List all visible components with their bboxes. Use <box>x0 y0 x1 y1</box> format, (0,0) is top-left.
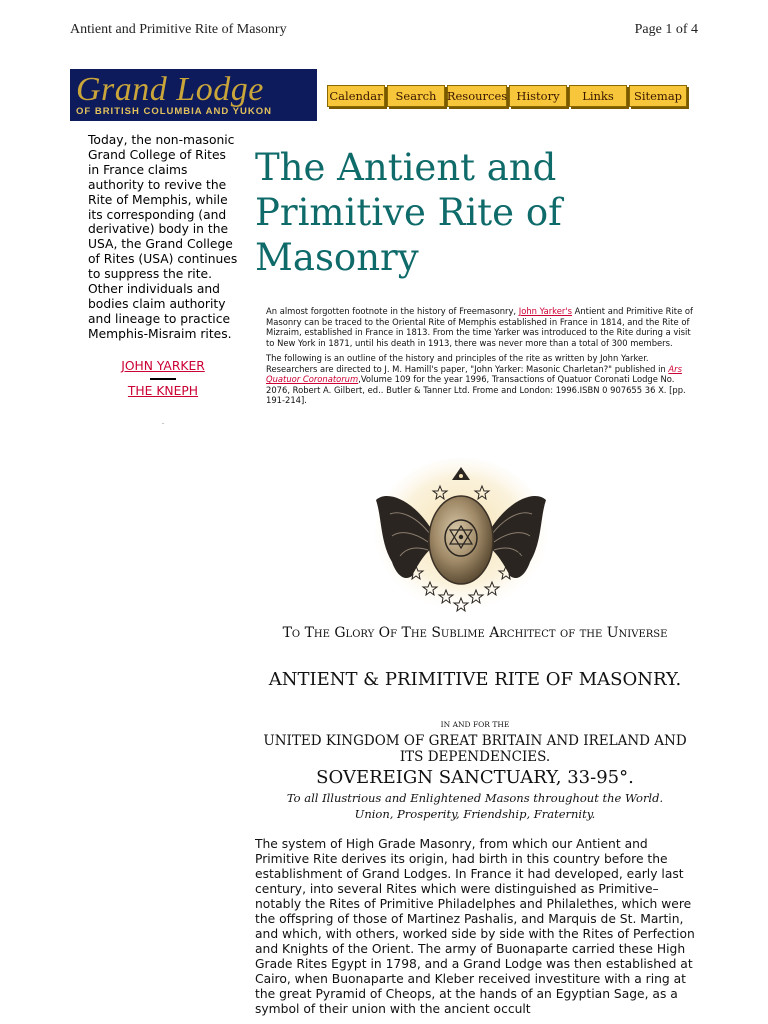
nav-sitemap-button[interactable]: Sitemap <box>629 85 687 107</box>
intro-paragraph-1 <box>266 306 694 348</box>
winged-egg-emblem <box>372 458 550 614</box>
intro-paragraph-2 <box>266 353 694 406</box>
logo-main-text: Grand Lodge <box>76 71 264 108</box>
intro2-text-b: ,Volume 109 for the year 1996, Transactions of Quatuor Coronati Lodge No. 2076, Robert A. Gilbert, ed.. Butler & Tanner Ltd. Frome and London: 1996.ISBN 0 907655 36 X. [pp. 191-214]. <box>266 374 686 405</box>
nav-bar <box>327 85 687 107</box>
body-paragraph: The system of High Grade Masonry, from which our Antient and Primitive Rite derives its origin, had birth in this country before the establishment of Grand Lodges. In France it had developed, early last century, into several Rites which were distinguished as Primitive–notably the Rites of Primitive Philadelphes and Philalethes, which were the offspring of those of Martinez Pashalis, and Marquis de St. Martin, and which, with others, worked side by side with the Rites of Perfection and Knights of the Orient. The army of Buonaparte carried these High Grade Rites Egypt in 1798, and a Grand Lodge was then established at Cairo, when Buonaparte and Kleber received investiture with a ring at the great Pyramid of Cheops, at the hands of an Egyptian Sage, as a symbol of their union with the ancient occult <box>255 837 695 1016</box>
nav-resources-button[interactable]: Resources <box>447 85 507 107</box>
intro1-text-a: An almost forgotten footnote in the history of Freemasonry, <box>266 306 519 316</box>
intro-text <box>266 306 694 411</box>
intro1-text-b: Antient and Primitive Rite of Masonry can be traced to the Oriental Rite of Memphis established in France in 1814, and the Rite of Mizraim, established in France in 1813. From the time Yarker was introduced to the Rite during a visit to New York in 1871, until his death in 1913, there was never more than a total of 300 members. <box>266 306 693 348</box>
sidebar-link-the-kneph[interactable]: THE KNEPH <box>127 383 199 398</box>
sidebar <box>88 133 238 429</box>
nav-search-button[interactable]: Search <box>387 85 445 107</box>
greeting-line: To all Illustrious and Enlightened Masons throughout the World. <box>286 791 664 805</box>
motto-line: Union, Prosperity, Friendship, Fraternity. <box>354 807 596 821</box>
sidebar-divider <box>150 378 176 380</box>
sidebar-text: Today, the non-masonic Grand College of Rites in France claims authority to revive the Rite of Memphis, while its corresponding (and derivative) body in the USA, the Grand College of Rites (USA) continues to suppress the rite. Other individuals and bodies claim authority and lineage to practice Memphis-Misraim rites. <box>88 133 238 341</box>
john-yarker-link[interactable]: John Yarker's <box>518 306 572 316</box>
glory-heading: To The Glory Of The Sublime Architect of the Universe <box>282 625 668 641</box>
page-title: The Antient and Primitive Rite of Masonry <box>255 146 562 279</box>
sidebar-dot: . <box>161 416 165 426</box>
document-title: Antient and Primitive Rite of Masonry <box>70 22 287 37</box>
in-and-for-text: IN AND FOR THE <box>440 720 510 729</box>
sovereign-sanctuary-heading: SOVEREIGN SANCTUARY, 33-95°. <box>316 767 634 788</box>
kingdom-heading: UNITED KINGDOM OF GREAT BRITAIN AND IRELAND AND ITS DEPENDENCIES. <box>263 733 687 765</box>
nav-links-button[interactable]: Links <box>569 85 627 107</box>
nav-history-button[interactable]: History <box>509 85 567 107</box>
intro2-text-a: The following is an outline of the history and principles of the rite as written by John Yarker. Researchers are directed to J. M. Hamill's paper, "John Yarker: Masonic Charletan?" published in <box>266 353 669 374</box>
rite-name-heading: ANTIENT & PRIMITIVE RITE OF MASONRY. <box>268 669 682 690</box>
page-indicator: Page 1 of 4 <box>634 22 698 37</box>
ars-quatuor-link[interactable]: Ars Quatuor Coronatorum <box>266 363 682 384</box>
greeting-lines <box>255 790 695 822</box>
nav-calendar-button[interactable]: Calendar <box>327 85 385 107</box>
sidebar-link-john-yarker[interactable]: JOHN YARKER <box>121 358 205 373</box>
logo-sub-text: OF BRITISH COLUMBIA AND YUKON <box>76 106 272 117</box>
grand-lodge-logo[interactable] <box>70 69 317 121</box>
